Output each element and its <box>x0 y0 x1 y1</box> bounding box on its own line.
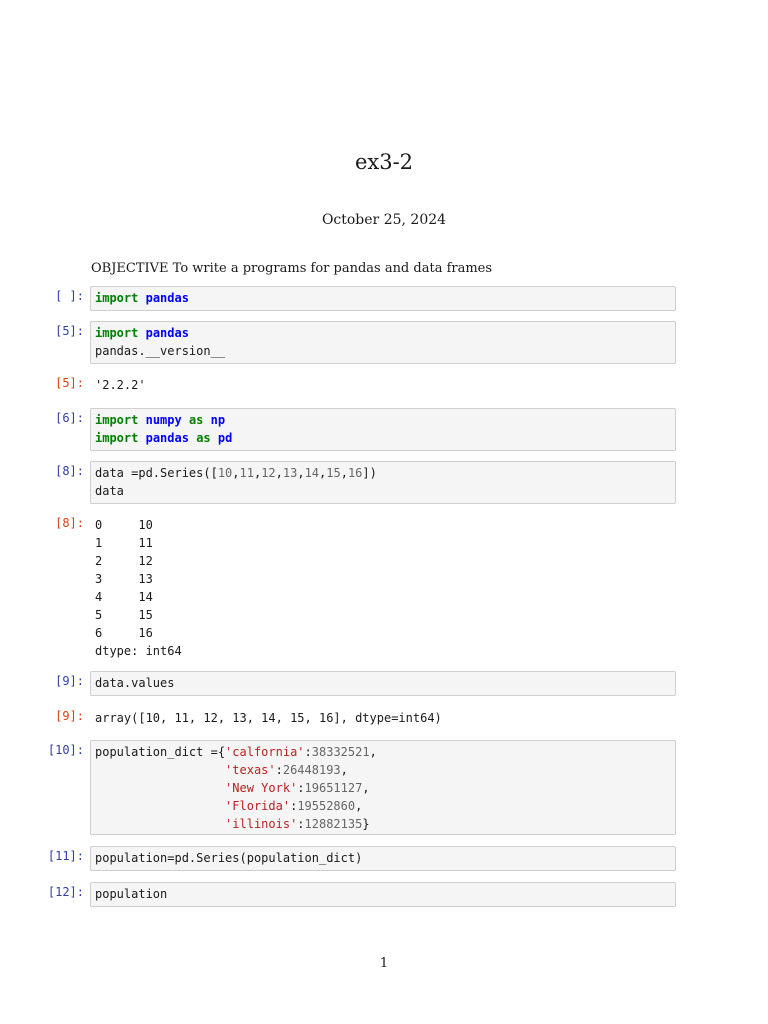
code-line <box>95 429 232 447</box>
code-line: pandas.__version__ <box>95 344 226 358</box>
code-line: 'Florida':19552860, <box>95 797 362 815</box>
input-prompt: [11]: <box>47 849 84 863</box>
cell-output: array([10, 11, 12, 13, 14, 15, 16], dtype=int64) <box>95 711 442 725</box>
code-line: population=pd.Series(population_dict) <box>95 851 363 865</box>
code-text: data =pd.Series([ <box>95 466 218 480</box>
document-date: October 25, 2024 <box>321 212 447 228</box>
output-line: 1 11 <box>95 536 153 550</box>
input-prompt: [12]: <box>47 885 84 899</box>
input-prompt: [10]: <box>47 743 84 757</box>
code-indent <box>95 781 225 795</box>
number-literal: 16 <box>347 466 363 480</box>
code-indent <box>95 817 225 831</box>
number-literal: 19651127 <box>304 781 363 795</box>
number-literal: 11 <box>239 466 254 480</box>
module-name: pandas <box>145 326 189 340</box>
alias-name: pd <box>217 431 233 445</box>
output-line: 4 14 <box>95 590 153 604</box>
number-literal: 26448193 <box>282 763 341 777</box>
code-line: data =pd.Series([10,11,12,13,14,15,16]) <box>95 466 377 480</box>
code-line: 'New York':19651127, <box>95 779 370 797</box>
code-text: , <box>340 763 348 777</box>
objective-text: OBJECTIVE To write a programs for pandas and data frames <box>91 261 493 276</box>
output-line: 3 13 <box>95 572 153 586</box>
string-literal: 'texas' <box>225 763 276 777</box>
code-line <box>95 324 189 342</box>
output-line: 0 10 <box>95 518 153 532</box>
code-text: } <box>362 817 370 831</box>
string-literal: 'calfornia' <box>225 745 305 759</box>
output-line: 6 16 <box>95 626 153 640</box>
keyword-import: import <box>95 413 139 427</box>
number-literal: 12 <box>261 466 276 480</box>
module-name: pandas <box>145 291 189 305</box>
code-text: population_dict ={ <box>95 745 226 759</box>
code-cell-12[interactable] <box>90 882 676 907</box>
output-prompt: [9]: <box>55 709 84 723</box>
cell-output: '2.2.2' <box>95 378 146 392</box>
number-literal: 10 <box>217 466 233 480</box>
input-prompt: [ ]: <box>55 289 84 303</box>
keyword-as: as <box>196 431 211 445</box>
number-literal: 19552860 <box>297 799 356 813</box>
input-prompt: [9]: <box>55 674 84 688</box>
output-prompt: [5]: <box>55 376 84 390</box>
code-line: data.values <box>95 676 175 690</box>
input-prompt: [8]: <box>55 464 84 478</box>
number-literal: 12882135 <box>304 817 363 831</box>
string-literal: 'illinois' <box>225 817 298 831</box>
module-name: numpy <box>145 413 182 427</box>
code-line: population_dict ={'calfornia':38332521, <box>95 745 377 759</box>
code-indent <box>95 799 225 813</box>
input-prompt: [5]: <box>55 324 84 338</box>
page-number: 1 <box>379 956 389 971</box>
output-prompt: [8]: <box>55 516 84 530</box>
input-prompt: [6]: <box>55 411 84 425</box>
code-line: 'illinois':12882135} <box>95 815 370 833</box>
number-literal: 15 <box>326 466 341 480</box>
code-line <box>95 411 225 429</box>
keyword-import: import <box>95 431 139 445</box>
code-line: data <box>95 484 124 498</box>
code-line: population <box>95 887 168 901</box>
keyword-as: as <box>188 413 204 427</box>
code-text: , <box>369 745 377 759</box>
keyword-import: import <box>95 291 139 305</box>
output-line: dtype: int64 <box>95 644 182 658</box>
string-literal: 'New York' <box>225 781 298 795</box>
keyword-import: import <box>95 326 139 340</box>
code-indent <box>95 763 225 777</box>
number-literal: 14 <box>304 466 320 480</box>
code-line <box>95 289 189 307</box>
number-literal: 38332521 <box>311 745 370 759</box>
code-text: , <box>355 799 363 813</box>
string-literal: 'Florida' <box>225 799 291 813</box>
code-text: ]) <box>362 466 377 480</box>
code-text: , <box>362 781 370 795</box>
module-name: pandas <box>145 431 189 445</box>
code-line: 'texas':26448193, <box>95 761 348 779</box>
number-literal: 13 <box>282 466 298 480</box>
output-line: 5 15 <box>95 608 153 622</box>
alias-name: np <box>210 413 226 427</box>
code-cell-9[interactable] <box>90 671 676 696</box>
output-line: 2 12 <box>95 554 153 568</box>
document-title: ex3-2 <box>354 150 414 174</box>
